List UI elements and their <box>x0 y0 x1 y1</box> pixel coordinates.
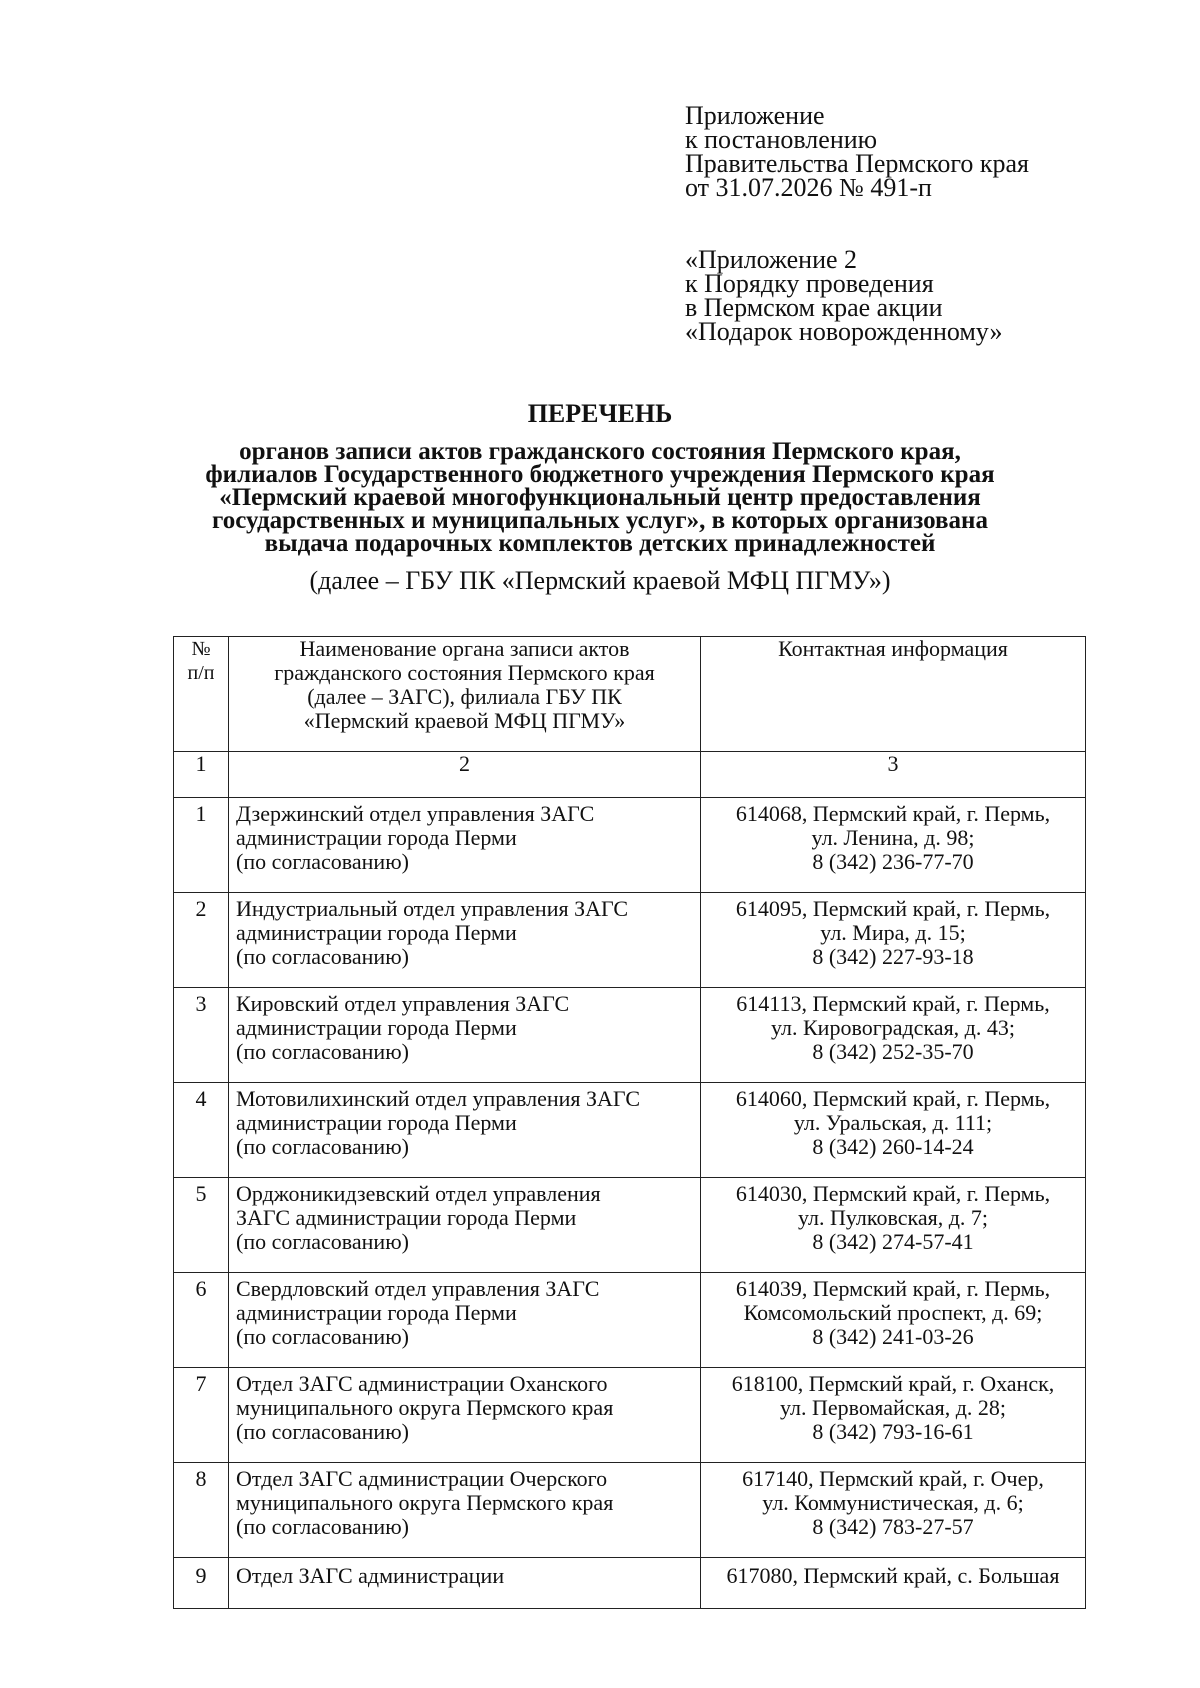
name-line: Индустриальный отдел управления ЗАГС <box>236 896 629 921</box>
row-number: 7 <box>174 1368 229 1463</box>
name-line: ЗАГС администрации города Перми <box>236 1205 577 1230</box>
registry-office-name <box>229 893 701 988</box>
appendix2-line: «Приложение 2 <box>685 245 858 274</box>
header-number <box>174 637 229 752</box>
row-number: 8 <box>174 1463 229 1558</box>
row-number: 9 <box>174 1558 229 1609</box>
contact-line: 617140, Пермский край, г. Очер, <box>742 1466 1044 1491</box>
contact-line: 8 (342) 793-16-61 <box>812 1419 974 1444</box>
registry-table <box>173 636 1086 1609</box>
contact-line: 8 (342) 236-77-70 <box>812 849 974 874</box>
registry-office-name <box>229 988 701 1083</box>
registry-office-name <box>229 1273 701 1368</box>
table-row <box>174 798 1086 893</box>
contact-line: 617080, Пермский край, с. Большая <box>726 1563 1060 1588</box>
document-subtitle <box>0 440 1200 555</box>
name-line: Дзержинский отдел управления ЗАГС <box>236 801 595 826</box>
subtitle-line: государственных и муниципальных услуг», в которых организована <box>212 507 988 534</box>
column-number: 1 <box>174 752 229 798</box>
row-number: 5 <box>174 1178 229 1273</box>
header-name-line: «Пермский краевой МФЦ ПГМУ» <box>303 708 626 733</box>
header-name <box>229 637 701 752</box>
name-line: Отдел ЗАГС администрации Оханского <box>236 1371 608 1396</box>
header-number-line: п/п <box>187 662 215 684</box>
registry-office-name <box>229 1178 701 1273</box>
contact-line: ул. Мира, д. 15; <box>820 920 966 945</box>
table-row <box>174 893 1086 988</box>
name-line: администрации города Перми <box>236 920 517 945</box>
contact-line: 8 (342) 260-14-24 <box>812 1134 974 1159</box>
contact-line: ул. Первомайская, д. 28; <box>779 1395 1007 1420</box>
registry-office-name <box>229 1558 701 1609</box>
name-line: (по согласованию) <box>236 849 409 874</box>
table-body <box>174 798 1086 1609</box>
column-number: 3 <box>701 752 1086 798</box>
appendix-header <box>685 101 1029 202</box>
table-row <box>174 1558 1086 1609</box>
appendix-line: Приложение <box>685 101 825 130</box>
column-number-row <box>174 752 1086 798</box>
name-line: Орджоникидзевский отдел управления <box>236 1181 601 1206</box>
name-line: администрации города Перми <box>236 825 517 850</box>
contact-info <box>701 1273 1086 1368</box>
name-line: (по согласованию) <box>236 1514 409 1539</box>
contact-info <box>701 798 1086 893</box>
row-number: 2 <box>174 893 229 988</box>
table-header-row <box>174 637 1086 752</box>
name-line: администрации города Перми <box>236 1015 517 1040</box>
document-title: ПЕРЕЧЕНЬ <box>527 399 673 428</box>
appendix-line: к постановлению <box>685 125 878 154</box>
table-row <box>174 1463 1086 1558</box>
appendix-line: от 31.07.2026 № 491-п <box>685 173 932 202</box>
table-row <box>174 1178 1086 1273</box>
subtitle-line: филиалов Государственного бюджетного учреждения Пермского края <box>205 461 995 488</box>
row-number: 6 <box>174 1273 229 1368</box>
contact-info <box>701 1178 1086 1273</box>
header-contact: Контактная информация <box>701 637 1086 752</box>
subtitle-note: (далее – ГБУ ПК «Пермский краевой МФЦ ПГМУ») <box>309 566 891 595</box>
contact-line: 8 (342) 252-35-70 <box>812 1039 974 1064</box>
contact-line: Комсомольский проспект, д. 69; <box>743 1300 1043 1325</box>
contact-line: 8 (342) 783-27-57 <box>812 1514 974 1539</box>
contact-info <box>701 1368 1086 1463</box>
appendix-line: Правительства Пермского края <box>685 149 1029 178</box>
contact-line: ул. Пулковская, д. 7; <box>797 1205 989 1230</box>
appendix2-line: «Подарок новорожденному» <box>685 317 1003 346</box>
registry-office-name <box>229 1083 701 1178</box>
header-name-line: гражданского состояния Пермского края <box>274 660 655 685</box>
appendix2-line: к Порядку проведения <box>685 269 934 298</box>
name-line: Свердловский отдел управления ЗАГС <box>236 1276 600 1301</box>
contact-line: 614068, Пермский край, г. Пермь, <box>735 801 1051 826</box>
name-line: администрации города Перми <box>236 1300 517 1325</box>
name-line: (по согласованию) <box>236 1229 409 1254</box>
row-number: 3 <box>174 988 229 1083</box>
contact-line: 614039, Пермский край, г. Пермь, <box>735 1276 1051 1301</box>
header-number-line: № <box>191 638 211 660</box>
contact-line: 8 (342) 227-93-18 <box>812 944 974 969</box>
appendix2-header <box>685 245 1003 346</box>
row-number: 4 <box>174 1083 229 1178</box>
contact-line: 614060, Пермский край, г. Пермь, <box>735 1086 1051 1111</box>
name-line: Кировский отдел управления ЗАГС <box>236 991 570 1016</box>
name-line: (по согласованию) <box>236 1134 409 1159</box>
table-row <box>174 1273 1086 1368</box>
contact-line: 8 (342) 241-03-26 <box>812 1324 974 1349</box>
header-name-line: (далее – ЗАГС), филиала ГБУ ПК <box>307 684 622 709</box>
table-row <box>174 1368 1086 1463</box>
header-name-line: Наименование органа записи актов <box>299 636 630 661</box>
contact-info <box>701 1558 1086 1609</box>
column-number: 2 <box>229 752 701 798</box>
registry-office-name <box>229 1463 701 1558</box>
registry-office-name <box>229 1368 701 1463</box>
subtitle-line: органов записи актов гражданского состояния Пермского края, <box>239 438 961 465</box>
name-line: Отдел ЗАГС администрации Очерского <box>236 1466 608 1491</box>
name-line: Мотовилихинский отдел управления ЗАГС <box>236 1086 641 1111</box>
name-line: (по согласованию) <box>236 944 409 969</box>
name-line: (по согласованию) <box>236 1324 409 1349</box>
contact-info <box>701 1083 1086 1178</box>
contact-line: ул. Кировоградская, д. 43; <box>771 1015 1015 1040</box>
contact-info <box>701 988 1086 1083</box>
row-number: 1 <box>174 798 229 893</box>
table-row <box>174 1083 1086 1178</box>
contact-info <box>701 893 1086 988</box>
name-line: Отдел ЗАГС администрации <box>236 1563 505 1588</box>
contact-line: 614030, Пермский край, г. Пермь, <box>735 1181 1051 1206</box>
contact-line: 618100, Пермский край, г. Оханск, <box>731 1371 1055 1396</box>
subtitle-line: «Пермский краевой многофункциональный центр предоставления <box>219 484 981 511</box>
contact-line: ул. Ленина, д. 98; <box>811 825 975 850</box>
name-line: (по согласованию) <box>236 1039 409 1064</box>
contact-line: 614113, Пермский край, г. Пермь, <box>736 991 1050 1016</box>
contact-line: 8 (342) 274-57-41 <box>812 1229 974 1254</box>
name-line: муниципального округа Пермского края <box>236 1395 614 1420</box>
contact-info <box>701 1463 1086 1558</box>
name-line: администрации города Перми <box>236 1110 517 1135</box>
contact-line: ул. Коммунистическая, д. 6; <box>762 1490 1024 1515</box>
contact-line: 614095, Пермский край, г. Пермь, <box>735 896 1051 921</box>
contact-line: ул. Уральская, д. 111; <box>793 1110 993 1135</box>
table-row <box>174 988 1086 1083</box>
subtitle-line: выдача подарочных комплектов детских принадлежностей <box>264 530 936 557</box>
registry-office-name <box>229 798 701 893</box>
name-line: (по согласованию) <box>236 1419 409 1444</box>
name-line: муниципального округа Пермского края <box>236 1490 614 1515</box>
appendix2-line: в Пермском крае акции <box>685 293 943 322</box>
